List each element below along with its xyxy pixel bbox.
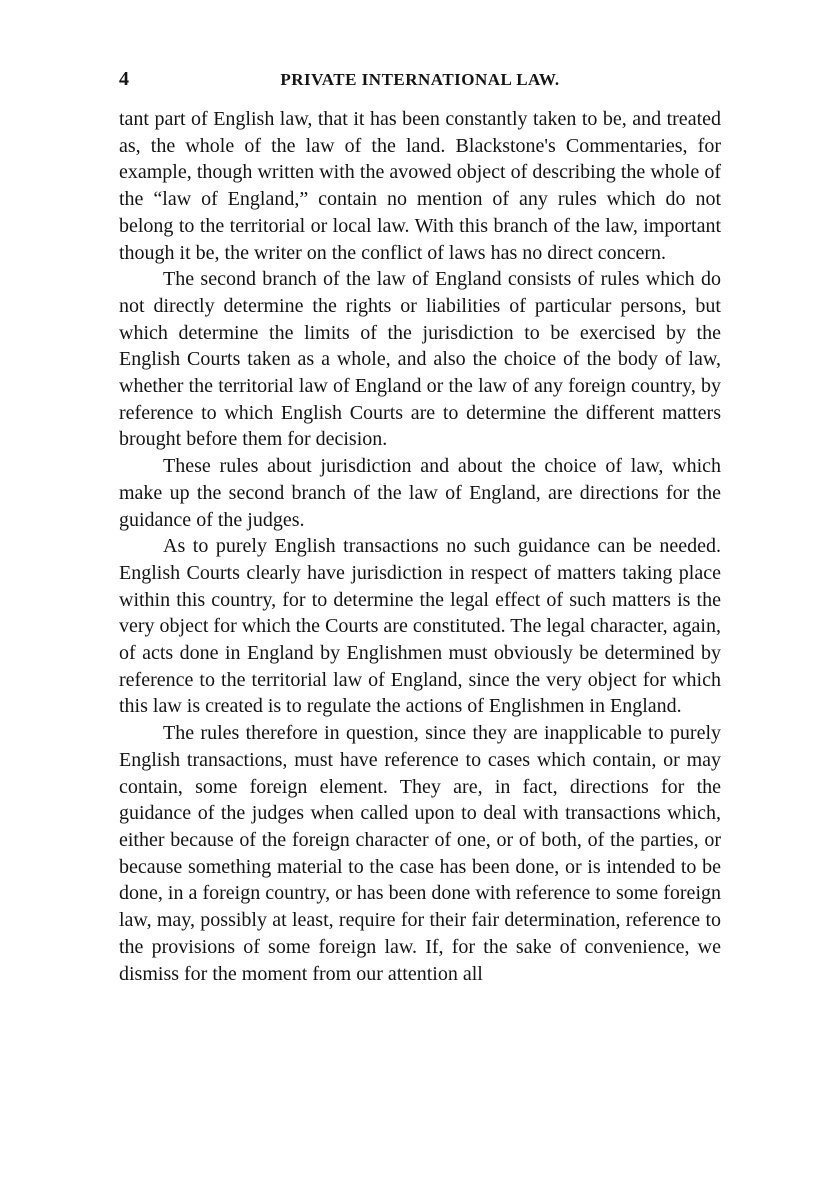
paragraph-foreign-element: The rules therefore in question, since they are inapplicable to purely English transactions, must have reference to cases which contain, or may contain, some foreign element. They are, in fact, directions for the guidance of the judges when called upon to deal with transactions which, either because of the foreign character of one, or of both, of the parties, or because something material to the case has been done, or is intended to be done, in a foreign country, or has been done with reference to some foreign law, may, possibly at least, require for their fair determination, reference to the provisions of some foreign law. If, for the sake of convenience, we dismiss for the moment from our attention all <box>119 722 721 985</box>
paragraph-second-branch: The second branch of the law of England consists of rules which do not directly determine the rights or liabilities of particular persons, but which determine the limits of the jurisdiction to be exercised by the English Courts taken as a whole, and also the choice of the body of law, whether the territorial law of England or the law of any foreign country, by reference to which English Courts are to determine the different matters brought before them for decision. <box>119 268 721 451</box>
paragraph-these-rules: These rules about jurisdiction and about the choice of law, which make up the second branch of the law of England, are directions for the guidance of the judges. <box>119 455 721 531</box>
page-number: 4 <box>119 68 130 90</box>
paragraph-english-transactions: As to purely English transactions no such guidance can be needed. English Courts clearly have jurisdiction in respect of matters taking place within this country, for to determine the legal effect of such matters is the very object for which the Courts are constituted. The legal character, again, of acts done in England by Englishmen must obviously be determined by reference to the territorial law of England, since the very object for which this law is created is to regulate the actions of Englishmen in England. <box>119 535 721 718</box>
paragraph-continued: tant part of English law, that it has been constantly taken to be, and treated as, the whole of the law of the land. Blackstone's Commentaries, for example, though written with the avowed object of describing the whole of the “law of England,” contain no mention of any rules which do not belong to the territorial or local law. With this branch of the law, important though it be, the writer on the conflict of laws has no direct concern. <box>119 108 721 264</box>
body-text <box>119 106 721 987</box>
running-head <box>119 60 721 96</box>
book-page <box>119 60 721 987</box>
running-title: PRIVATE INTERNATIONAL LAW. <box>280 70 560 89</box>
